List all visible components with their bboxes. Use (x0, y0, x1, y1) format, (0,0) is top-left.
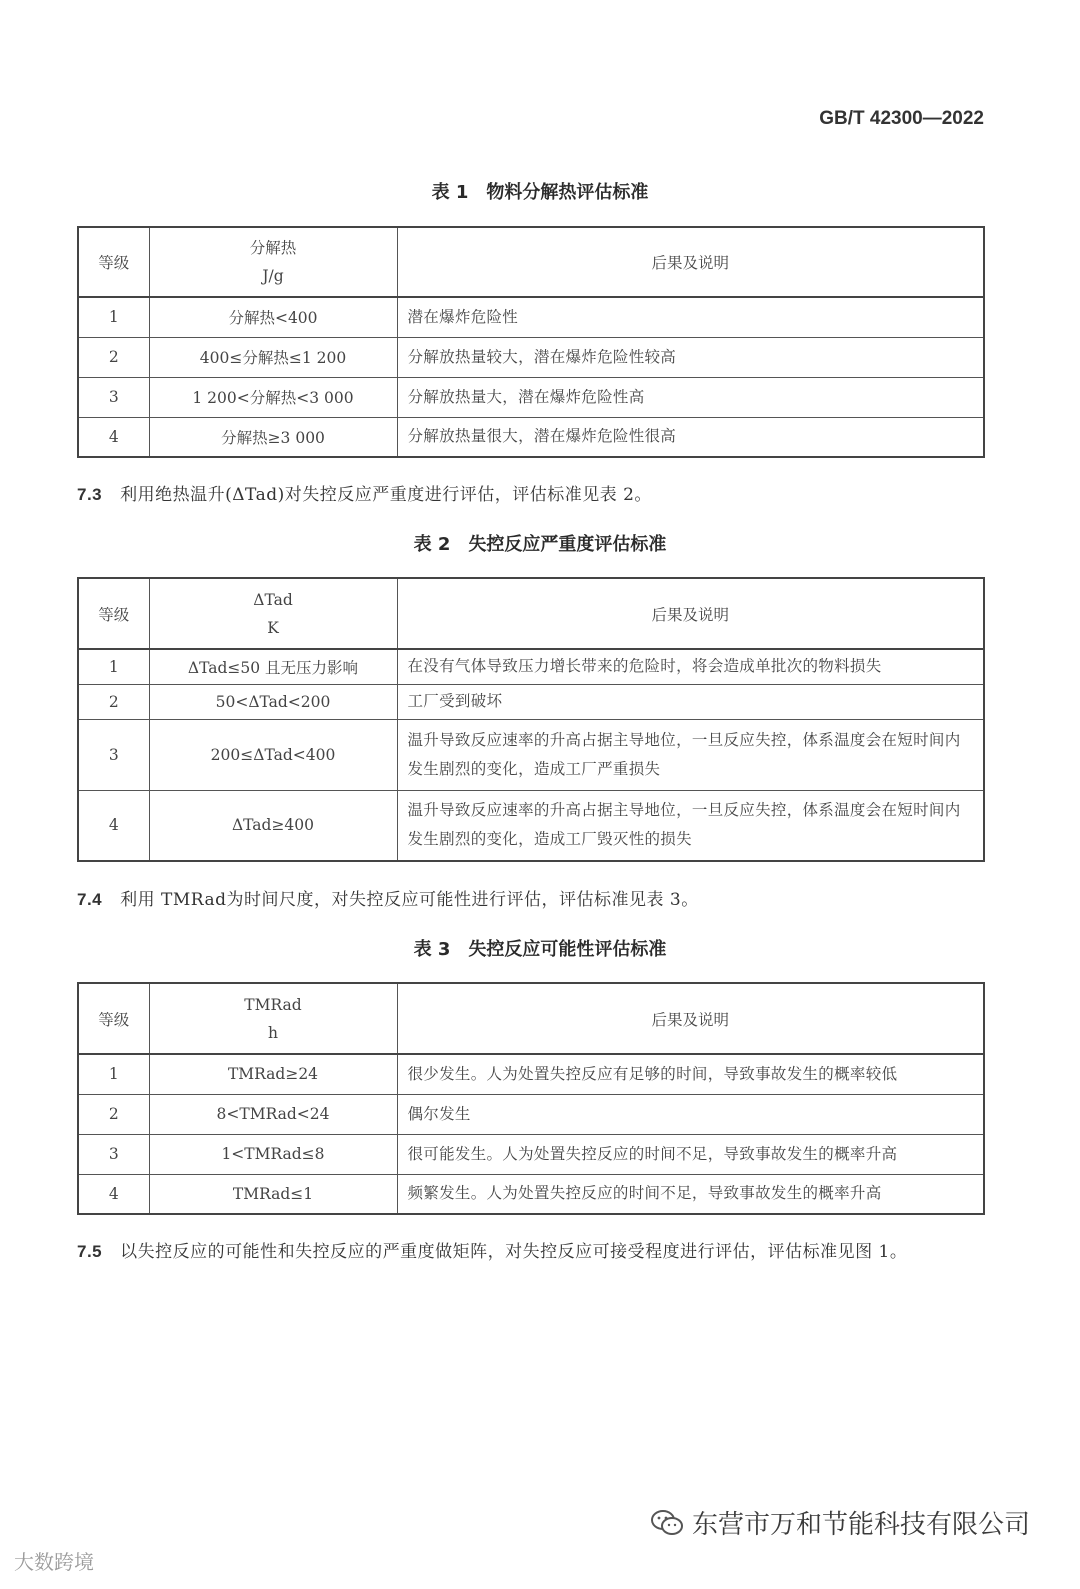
clause-number: 7.4 (77, 890, 103, 909)
desc-cell: 温升导致反应速率的升高占据主导地位，一旦反应失控，体系温度会在短时间内发生剧烈的变化，造成工厂严重损失 (397, 719, 984, 790)
value-cell: 50<ΔTad<200 (149, 684, 397, 719)
watermark-left-text: 大数跨境 (14, 1550, 94, 1574)
table1-title: 物料分解热评估标准 (486, 182, 649, 203)
table-row (78, 1054, 984, 1094)
desc-cell: 温升导致反应速率的升高占据主导地位，一旦反应失控，体系温度会在短时间内发生剧烈的变化，造成工厂毁灭性的损失 (397, 790, 984, 861)
table-row (78, 719, 984, 790)
clause-text: 以失控反应的可能性和失控反应的严重度做矩阵，对失控反应可接受程度进行评估，评估标准见图 1。 (120, 1242, 908, 1262)
table3-title: 失控反应可能性评估标准 (468, 939, 667, 960)
desc-cell: 很可能发生。人为处置失控反应的时间不足，导致事故发生的概率升高 (397, 1134, 984, 1174)
clause-7-5 (77, 1237, 987, 1267)
clause-number: 7.5 (77, 1242, 103, 1261)
desc-cell: 频繁发生。人为处置失控反应的时间不足，导致事故发生的概率升高 (397, 1174, 984, 1214)
table1-col-grade: 等级 (78, 227, 149, 297)
table-row (78, 649, 984, 684)
grade-cell: 3 (78, 377, 149, 417)
watermark-right-text: 东营市万和节能科技有限公司 (691, 1510, 1030, 1540)
value-cell: 400≤分解热≤1 200 (149, 337, 397, 377)
value-cell: TMRad≥24 (149, 1054, 397, 1094)
table1-col-desc: 后果及说明 (397, 227, 984, 297)
clause-text: 利用绝热温升(ΔTad)对失控反应严重度进行评估，评估标准见表 2。 (120, 485, 652, 505)
table-row (78, 337, 984, 377)
grade-cell: 3 (78, 719, 149, 790)
table1 (77, 226, 985, 458)
watermark-left (14, 1546, 94, 1575)
value-cell: ΔTad≤50 且无压力影响 (149, 649, 397, 684)
desc-cell: 分解放热量很大，潜在爆炸危险性很高 (397, 417, 984, 457)
wechat-icon (650, 1509, 684, 1537)
table3-col-desc: 后果及说明 (397, 983, 984, 1054)
table-row (78, 1134, 984, 1174)
table1-col-value (149, 227, 397, 297)
table2-caption (0, 530, 1080, 556)
table2-col-value-name: ΔTad (253, 590, 293, 609)
value-cell: 分解热≥3 000 (149, 417, 397, 457)
grade-cell: 2 (78, 337, 149, 377)
value-cell: 1<TMRad≤8 (149, 1134, 397, 1174)
table3-number: 表 3 (413, 939, 451, 960)
table2-title: 失控反应严重度评估标准 (468, 534, 667, 555)
desc-cell: 潜在爆炸危险性 (397, 297, 984, 337)
desc-cell: 在没有气体导致压力增长带来的危险时，将会造成单批次的物料损失 (397, 649, 984, 684)
grade-cell: 1 (78, 297, 149, 337)
value-cell: TMRad≤1 (149, 1174, 397, 1214)
grade-cell: 4 (78, 417, 149, 457)
desc-cell: 偶尔发生 (397, 1094, 984, 1134)
table3 (77, 982, 985, 1215)
table3-col-grade: 等级 (78, 983, 149, 1054)
watermark-right (650, 1504, 1030, 1541)
table-row (78, 1094, 984, 1134)
table3-col-value-unit: h (268, 1023, 278, 1042)
table-row (78, 297, 984, 337)
table1-header-row (78, 227, 984, 297)
value-cell: 200≤ΔTad<400 (149, 719, 397, 790)
table-row (78, 1174, 984, 1214)
grade-cell: 1 (78, 649, 149, 684)
grade-cell: 3 (78, 1134, 149, 1174)
clause-number: 7.3 (77, 485, 103, 504)
desc-cell: 分解放热量较大，潜在爆炸危险性较高 (397, 337, 984, 377)
grade-cell: 2 (78, 1094, 149, 1134)
grade-cell: 1 (78, 1054, 149, 1094)
clause-text: 利用 TMRad为时间尺度，对失控反应可能性进行评估，评估标准见表 3。 (120, 890, 699, 910)
desc-cell: 很少发生。人为处置失控反应有足够的时间，导致事故发生的概率较低 (397, 1054, 984, 1094)
table3-header-row (78, 983, 984, 1054)
value-cell: 8<TMRad<24 (149, 1094, 397, 1134)
table2-col-desc: 后果及说明 (397, 578, 984, 649)
table-row (78, 790, 984, 861)
table-row (78, 417, 984, 457)
clause-7-3 (77, 480, 987, 510)
grade-cell: 2 (78, 684, 149, 719)
table-row (78, 377, 984, 417)
table1-col-value-name: 分解热 (249, 239, 297, 257)
desc-cell: 工厂受到破坏 (397, 684, 984, 719)
table3-col-value (149, 983, 397, 1054)
grade-cell: 4 (78, 1174, 149, 1214)
desc-cell: 分解放热量大，潜在爆炸危险性高 (397, 377, 984, 417)
table2-col-value (149, 578, 397, 649)
table1-col-value-unit: J/g (262, 267, 284, 285)
clause-7-4 (77, 885, 987, 915)
value-cell: ΔTad≥400 (149, 790, 397, 861)
table3-col-value-name: TMRad (244, 995, 302, 1014)
table2-col-value-unit: K (267, 618, 279, 637)
grade-cell: 4 (78, 790, 149, 861)
table2-number: 表 2 (413, 534, 451, 555)
table1-caption (0, 178, 1080, 204)
table2-col-grade: 等级 (78, 578, 149, 649)
table2-header-row (78, 578, 984, 649)
table2 (77, 577, 985, 862)
standard-code: GB/T 42300—2022 (819, 108, 984, 129)
table3-caption (0, 935, 1080, 961)
value-cell: 1 200<分解热<3 000 (149, 377, 397, 417)
value-cell: 分解热<400 (149, 297, 397, 337)
table-row (78, 684, 984, 719)
table1-number: 表 1 (431, 182, 469, 203)
